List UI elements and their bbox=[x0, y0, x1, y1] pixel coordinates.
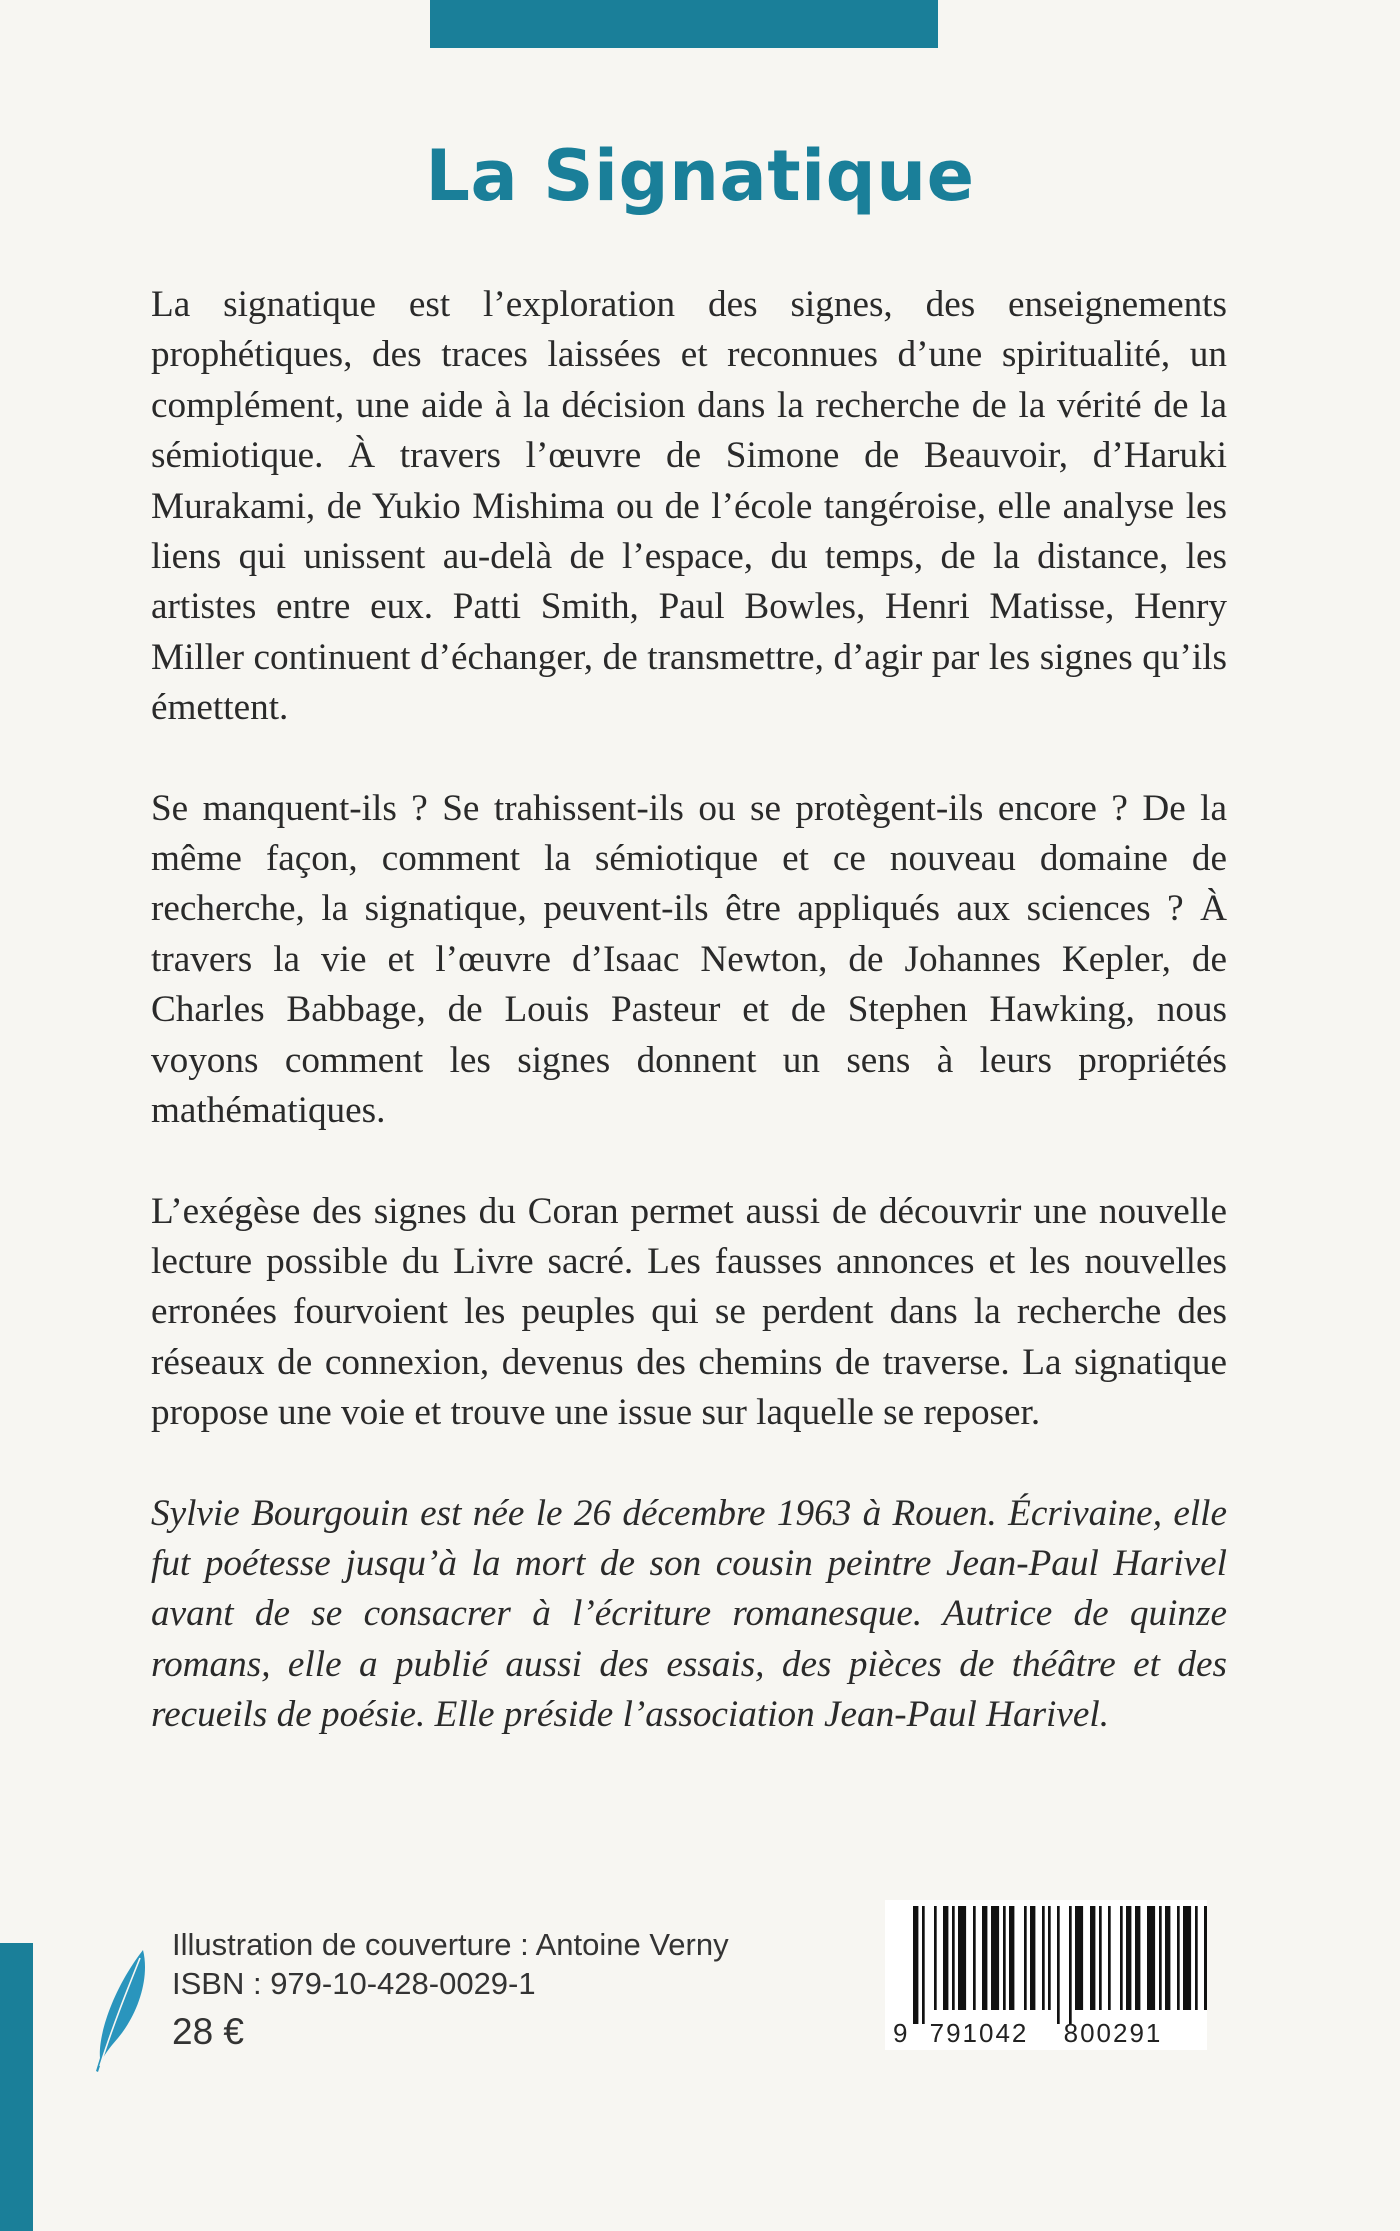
summary-paragraph-2: Se manquent-ils ? Se trahissent-ils ou se protègent-ils encore ? De la même façon, comment la sémiotique et ce nouveau domaine de recherche, la signatique, peuvent-ils être appliqués aux sciences ? À travers la vie et l’œuvre d’Isaac Newton, de Johannes Kepler, de Charles Babbage, de Louis Pasteur et de Stephen Hawking, nous voyons comment les signes donnent un sens à leurs propriétés mathématiques. bbox=[151, 787, 1227, 1132]
barcode-left-digit: 9 bbox=[893, 2018, 908, 2048]
back-cover-text bbox=[151, 280, 1227, 1741]
credits-block bbox=[172, 1925, 729, 2057]
feather-icon bbox=[92, 1948, 152, 2073]
illustration-credit: Illustration de couverture : Antoine Verny bbox=[172, 1927, 729, 1962]
author-bio: Sylvie Bourgouin est née le 26 décembre 1963 à Rouen. Écrivaine, elle fut poétesse jusqu’à la mort de son cousin peintre Jean-Paul Harivel avant de se consacrer à l’écriture romanesque. Autrice de quinze romans, elle a publié aussi des essais, des pièces de théâtre et des recueils de poésie. Elle préside l’association Jean-Paul Harivel. bbox=[151, 1492, 1227, 1736]
barcode-left-group: 791042 bbox=[929, 2018, 1029, 2048]
summary-paragraph-3: L’exégèse des signes du Coran permet aussi de découvrir une nouvelle lecture possible du Livre sacré. Les fausses annonces et les nouvelles erronées fourvoient les peuples qui se perdent dans la recherche des réseaux de connexion, devenus des chemins de traverse. La signatique propose une voie et trouve une issue sur laquelle se reposer. bbox=[151, 1190, 1227, 1434]
isbn-barcode bbox=[885, 1900, 1207, 2050]
summary-paragraph-1: La signatique est l’exploration des signes, des enseignements prophétiques, des traces laissées et reconnues d’une spiritualité, un complément, une aide à la décision dans la recherche de la vérité de la sémiotique. À travers l’œuvre de Simone de Beauvoir, d’Haruki Murakami, de Yukio Mishima ou de l’école tangéroise, elle analyse les liens qui unissent au-delà de l’espace, du temps, de la distance, les artistes entre eux. Patti Smith, Paul Bowles, Henri Matisse, Henry Miller continuent d’échanger, de transmettre, d’agir par les signes qu’ils émettent. bbox=[151, 284, 1227, 729]
price: 28 € bbox=[172, 2011, 245, 2052]
isbn: ISBN : 979-10-428-0029-1 bbox=[172, 1966, 536, 2001]
book-title: La Signatique bbox=[425, 135, 975, 217]
barcode-right-group: 800291 bbox=[1063, 2018, 1163, 2048]
side-accent-bar bbox=[0, 1943, 33, 2231]
top-accent-bar bbox=[430, 0, 938, 48]
